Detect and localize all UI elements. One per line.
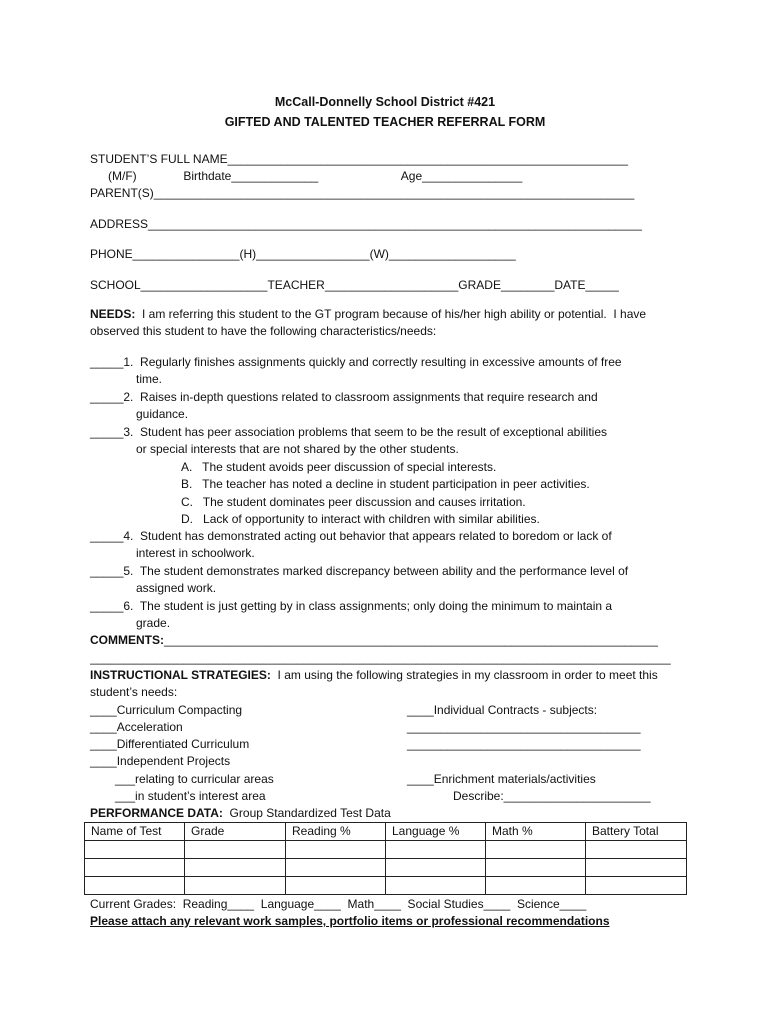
attachment-note: Please attach any relevant work samples, portfolio items or professional recommendations: [90, 914, 610, 928]
need-check-blank[interactable]: _____: [90, 599, 124, 613]
sub-item-letter: B.: [181, 477, 193, 491]
table-cell[interactable]: [586, 841, 687, 859]
table-cell[interactable]: [386, 841, 486, 859]
table-row: [85, 877, 687, 895]
need-check-blank[interactable]: _____: [90, 425, 124, 439]
needs-intro-cont: observed this student to have the following characteristics/needs:: [90, 324, 437, 338]
need-item-cont: assigned work.: [136, 581, 217, 595]
sub-item-text: Lack of opportunity to interact with children with similar abilities.: [203, 512, 540, 526]
column-header: Name of Test: [85, 823, 185, 841]
table-header-row: [85, 823, 687, 841]
need-item: [90, 528, 612, 544]
need-item-text: 6. The student is just getting by in class assignments; only doing the minimum to maintain a: [123, 599, 613, 613]
current-grades-field[interactable]: Current Grades: Reading____ Language____ Math____ Social Studies____ Science____: [90, 897, 587, 911]
student-name-field[interactable]: STUDENT’S FULL NAME____________________________________________________________: [90, 152, 629, 166]
table-cell[interactable]: [386, 877, 486, 895]
need-item-text: 3. Student has peer association problems that seem to be the result of exceptional abilities: [123, 425, 607, 439]
table-cell[interactable]: [586, 859, 687, 877]
comments-field[interactable]: [90, 632, 658, 648]
need-check-blank[interactable]: _____: [90, 529, 124, 543]
gender-birthdate-age-field[interactable]: (M/F) Birthdate_____________ Age_______________: [108, 169, 523, 183]
needs-label: NEEDS:: [90, 307, 136, 321]
need-item-cont: grade.: [136, 616, 171, 630]
table-cell[interactable]: [286, 841, 386, 859]
need-item: [90, 389, 598, 405]
need-item-cont: or special interests that are not shared by the other students.: [136, 442, 459, 456]
table-cell[interactable]: [486, 877, 586, 895]
enrichment-describe-field[interactable]: Describe:______________________: [453, 789, 651, 803]
table-cell[interactable]: [185, 859, 286, 877]
strategy-acceleration[interactable]: ____Acceleration: [90, 720, 183, 734]
strategy-independent-projects[interactable]: ____Independent Projects: [90, 754, 231, 768]
need-item: [90, 598, 612, 614]
sub-item-text: The student avoids peer discussion of special interests.: [202, 460, 497, 474]
strategy-enrichment-materials[interactable]: ____Enrichment materials/activities: [407, 772, 596, 786]
table-cell[interactable]: [185, 877, 286, 895]
sub-item: [181, 476, 590, 492]
performance-table: [84, 822, 687, 895]
table-cell[interactable]: [85, 841, 185, 859]
contracts-subject-line[interactable]: ___________________________________: [407, 720, 641, 734]
sub-item-text: The teacher has noted a decline in student participation in peer activities.: [202, 477, 590, 491]
sub-item-letter: A.: [181, 460, 193, 474]
column-header: Language %: [386, 823, 486, 841]
sub-item-text: The student dominates peer discussion and causes irritation.: [202, 495, 526, 509]
phone-field[interactable]: PHONE________________(H)_________________(W)___________________: [90, 247, 516, 261]
table-row: [85, 859, 687, 877]
performance-heading: [90, 805, 391, 821]
strategies-intro-text: I am using the following strategies in my classroom in order to meet this: [270, 668, 658, 682]
need-item-text: 2. Raises in-depth questions related to classroom assignments that require research and: [123, 390, 598, 404]
need-item-cont: time.: [136, 372, 163, 386]
need-item-text: 5. The student demonstrates marked discrepancy between ability and the performance level of: [123, 564, 629, 578]
performance-subtitle: Group Standardized Test Data: [222, 806, 391, 820]
parents-field[interactable]: PARENT(S)________________________________________________________________________: [90, 186, 635, 200]
need-item: [90, 354, 622, 370]
table-cell[interactable]: [486, 859, 586, 877]
sub-item-letter: C.: [181, 495, 193, 509]
need-item: [90, 563, 628, 579]
need-item-cont: guidance.: [136, 407, 189, 421]
column-header: Battery Total: [586, 823, 687, 841]
need-check-blank[interactable]: _____: [90, 390, 124, 404]
need-item-text: 4. Student has demonstrated acting out behavior that appears related to boredom or lack of: [123, 529, 612, 543]
strategy-curricular-areas[interactable]: ___relating to curricular areas: [115, 772, 274, 786]
strategy-individual-contracts[interactable]: ____Individual Contracts - subjects:: [407, 703, 598, 717]
strategy-curriculum-compacting[interactable]: ____Curriculum Compacting: [90, 703, 243, 717]
sub-item-letter: D.: [181, 512, 193, 526]
address-field[interactable]: ADDRESS__________________________________________________________________________: [90, 217, 642, 231]
form-title: GIFTED AND TALENTED TEACHER REFERRAL FORM: [224, 115, 546, 129]
table-row: [85, 841, 687, 859]
strategies-label: INSTRUCTIONAL STRATEGIES:: [90, 668, 271, 682]
strategy-differentiated-curriculum[interactable]: ____Differentiated Curriculum: [90, 737, 250, 751]
column-header: Grade: [185, 823, 286, 841]
needs-intro: [90, 306, 646, 322]
performance-label: PERFORMANCE DATA:: [90, 806, 223, 820]
strategies-intro-cont: student’s needs:: [90, 685, 178, 699]
table-cell[interactable]: [286, 859, 386, 877]
comments-line[interactable]: __________________________________________________________________________: [164, 633, 658, 647]
comments-line-2[interactable]: _______________________________________________________________________________________: [90, 651, 671, 665]
need-check-blank[interactable]: _____: [90, 355, 124, 369]
column-header: Math %: [486, 823, 586, 841]
strategies-intro: [90, 667, 658, 683]
table-cell[interactable]: [85, 859, 185, 877]
need-item-cont: interest in schoolwork.: [136, 546, 255, 560]
table-cell[interactable]: [486, 841, 586, 859]
sub-item: [181, 459, 496, 475]
need-check-blank[interactable]: _____: [90, 564, 124, 578]
table-cell[interactable]: [185, 841, 286, 859]
comments-label: COMMENTS:: [90, 633, 164, 647]
school-teacher-grade-date-field[interactable]: SCHOOL___________________TEACHER____________________GRADE________DATE_____: [90, 278, 619, 292]
column-header: Reading %: [286, 823, 386, 841]
sub-item: [181, 511, 540, 527]
need-item-text: 1. Regularly finishes assignments quickly and correctly resulting in excessive amounts of free: [123, 355, 622, 369]
district-title: McCall-Donnelly School District #421: [274, 95, 496, 109]
needs-intro-text: I am referring this student to the GT program because of his/her high ability or potential. I have: [135, 307, 647, 321]
table-cell[interactable]: [85, 877, 185, 895]
sub-item: [181, 494, 526, 510]
contracts-subject-line[interactable]: ___________________________________: [407, 737, 641, 751]
table-cell[interactable]: [386, 859, 486, 877]
table-cell[interactable]: [586, 877, 687, 895]
strategy-interest-area[interactable]: ___in student’s interest area: [115, 789, 266, 803]
table-cell[interactable]: [286, 877, 386, 895]
need-item: [90, 424, 607, 440]
